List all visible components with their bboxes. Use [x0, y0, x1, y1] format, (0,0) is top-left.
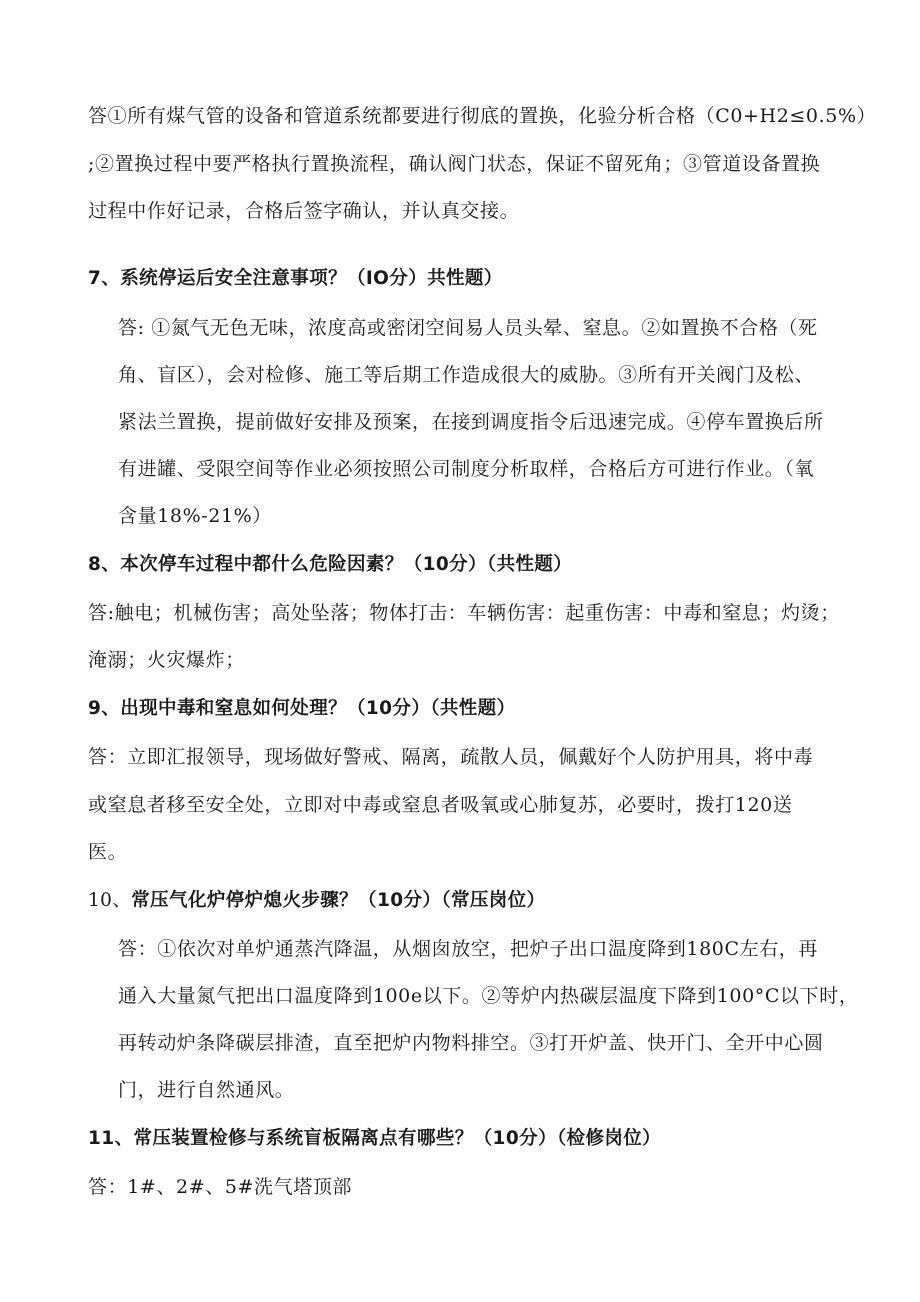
answer-line: 门，进行自然通风。 [118, 1079, 295, 1101]
question-11 [88, 1126, 661, 1152]
answer-line: 答：1#、2#、5#洗气塔顶部 [88, 1176, 353, 1198]
question-8 [88, 552, 572, 578]
answer-line: 再转动炉条降碳层排渣，直至把炉内物料排空。③打开炉盖、快开门、全开中心圆 [118, 1032, 824, 1054]
answer-line: 答: ①氮气无色无味，浓度高或密闭空间易人员头晕、窒息。②如置换不合格（死 [118, 317, 818, 339]
question-text: 常压装置检修与系统盲板隔离点有哪些？（10分）（检修岗位） [133, 1128, 662, 1149]
question-text: 系统停运后安全注意事项？（IO分）共性题） [120, 268, 503, 289]
question-text: 本次停车过程中都什么危险因素？（10分）（共性题） [120, 554, 573, 575]
question-9 [88, 696, 515, 722]
answer-line: 淹溺；火灾爆炸； [88, 649, 245, 671]
answer-line: 过程中作好记录，合格后签字确认，并认真交接。 [88, 200, 520, 222]
answer-line: 紧法兰置换，提前做好安排及预案，在接到调度指令后迅速完成。④停车置换后所 [118, 411, 824, 433]
question-number: 10、 [88, 890, 132, 911]
answer-line: 答：①依次对单炉通蒸汽降温，从烟囱放空，把炉子出口温度降到180C左右，再 [118, 938, 819, 960]
question-text: 常压气化炉停炉熄火步骤？（10分）（常压岗位） [131, 890, 546, 911]
question-7 [88, 266, 503, 292]
answer-line: 含量18%-21%） [118, 505, 272, 527]
answer-line: 或窒息者移至安全处，立即对中毒或窒息者吸氧或心肺复苏，必要时，拨打120送 [88, 794, 793, 816]
answer-line: 通入大量氮气把出口温度降到100e以下。②等炉内热碳层温度下降到100°C以下时， [118, 985, 859, 1007]
answer-line: ;②置换过程中要严格执行置换流程，确认阀门状态，保证不留死角；③管道设备置换 [88, 153, 821, 175]
answer-line: 答①所有煤气管的设备和管道系统都要进行彻底的置换，化验分析合格（C0+H2≤0.5%） [88, 105, 877, 127]
question-number: 11、 [88, 1128, 134, 1149]
answer-line: 答:触电；机械伤害；高处坠落；物体打击：车辆伤害：起重伤害：中毒和窒息；灼烫； [88, 602, 840, 624]
answer-line: 有进罐、受限空间等作业必须按照公司制度分析取样，合格后方可进行作业。（氧 [118, 458, 815, 480]
answer-line: 医。 [88, 841, 128, 863]
answer-line: 角、盲区），会对检修、施工等后期工作造成很大的威胁。③所有开关阀门及松、 [118, 364, 815, 386]
question-text: 出现中毒和窒息如何处理？（10分）（共性题） [120, 698, 516, 719]
question-number: 9、 [88, 698, 121, 719]
question-number: 7、 [88, 268, 121, 289]
answer-line: 答：立即汇报领导，现场做好警戒、隔离，疏散人员，佩戴好个人防护用具，将中毒 [88, 746, 814, 768]
question-number: 8、 [88, 554, 121, 575]
question-10 [88, 888, 545, 914]
